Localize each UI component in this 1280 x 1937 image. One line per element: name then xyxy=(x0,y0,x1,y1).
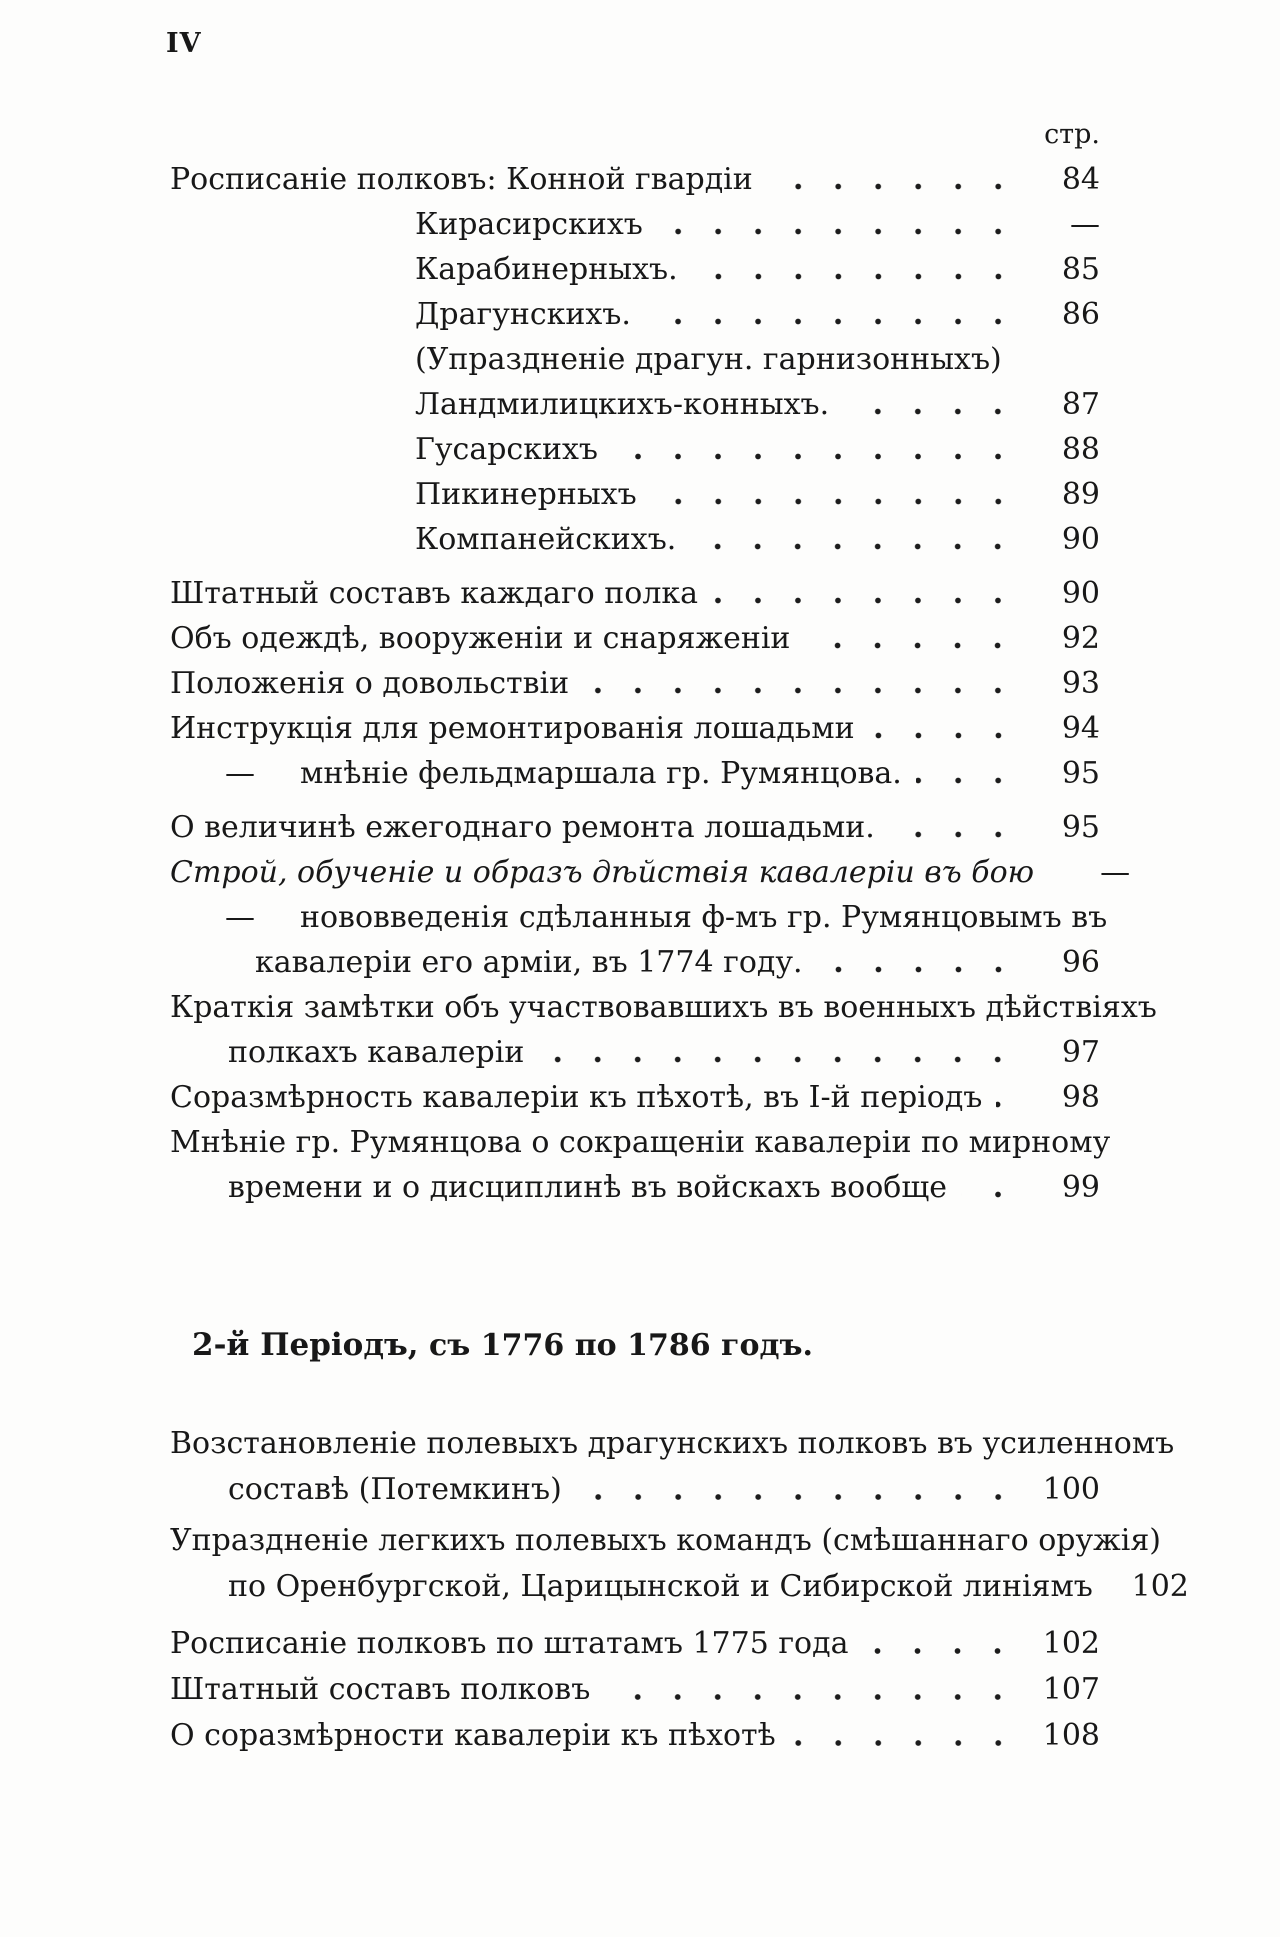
toc-entry-label: (Упраздненіе драгун. гарнизонныхъ) xyxy=(415,342,1002,377)
toc-row xyxy=(170,1421,1175,1467)
toc-entry-label: Положенія о довольствіи xyxy=(170,666,570,701)
toc-entry-label: Штатный составъ каждаго полка xyxy=(170,576,699,611)
page-number: 86 xyxy=(1061,297,1100,332)
toc-entry-label: Объ одеждѣ, вооруженіи и снаряженіи xyxy=(170,621,791,656)
toc-row xyxy=(170,1467,1100,1513)
toc-section-2 xyxy=(170,1421,1189,1759)
toc-entry-label: Инструкція для ремонтированія лошадьми xyxy=(170,711,855,746)
toc-entry-label: Пикинерныхъ xyxy=(415,477,637,512)
toc-row xyxy=(170,571,1100,616)
toc-entry-label: Компанейскихъ. xyxy=(415,522,677,557)
dot-leader xyxy=(869,706,1018,751)
dot-leader xyxy=(843,382,1018,427)
section-heading-title: 2-й Періодъ, xyxy=(192,1327,419,1363)
toc-entry-label: мнѣніе фельдмаршала гр. Румянцова. xyxy=(300,756,902,791)
toc-row xyxy=(170,382,1100,427)
dot-leader xyxy=(692,247,1018,292)
page-number: 94 xyxy=(1061,711,1100,746)
toc-row xyxy=(170,472,1100,517)
toc-entry-label: Соразмѣрность кавалеріи къ пѣхотѣ, въ І-й періодъ xyxy=(170,1080,983,1115)
page-number: 90 xyxy=(1061,576,1100,611)
dot-leader xyxy=(817,940,1018,985)
section-heading-range: съ 1776 по 1786 годъ. xyxy=(418,1328,813,1363)
toc-entry-label: Краткія замѣтки объ участвовавшихъ въ военныхъ дѣйствіяхъ xyxy=(170,990,1157,1025)
toc-entry-label: Гусарскихъ xyxy=(415,432,598,467)
toc-row xyxy=(170,202,1100,247)
toc-row xyxy=(170,1120,1111,1165)
section-heading xyxy=(192,1322,1100,1368)
dot-leader xyxy=(790,1713,1018,1759)
dot-leader xyxy=(576,1467,1018,1513)
dot-leader xyxy=(583,661,1018,706)
page-number: 95 xyxy=(1061,756,1100,791)
toc-row xyxy=(170,706,1100,751)
toc-row xyxy=(170,1713,1100,1759)
dot-leader xyxy=(657,202,1018,247)
dot-leader xyxy=(961,1165,1018,1210)
page-number: 99 xyxy=(1061,1170,1100,1205)
dot-leader xyxy=(996,1075,1018,1120)
toc-row xyxy=(170,985,1157,1030)
page-number: 89 xyxy=(1061,477,1100,512)
page-number: 96 xyxy=(1061,945,1100,980)
dot-leader xyxy=(651,472,1018,517)
page-number: 108 xyxy=(1042,1718,1100,1753)
page-number: 90 xyxy=(1061,522,1100,557)
toc-entry-label: Драгунскихъ. xyxy=(415,297,631,332)
toc-entry-label: Ландмилицкихъ-конныхъ. xyxy=(415,387,830,422)
toc-row xyxy=(170,247,1100,292)
toc-row xyxy=(170,1165,1100,1210)
page-number: 102 xyxy=(1131,1569,1189,1604)
page-number: 100 xyxy=(1042,1472,1100,1507)
toc-row xyxy=(170,751,1100,796)
toc-entry-label: Штатный составъ полковъ xyxy=(170,1672,591,1707)
toc-section-1 xyxy=(170,157,1157,1210)
dot-leader xyxy=(767,157,1018,202)
dash-marker: — xyxy=(225,900,255,935)
toc-row xyxy=(170,805,1100,850)
dot-leader xyxy=(916,751,1018,796)
toc-entry-label: Кирасирскихъ xyxy=(415,207,643,242)
page-number: 98 xyxy=(1061,1080,1100,1115)
dash-marker: — xyxy=(225,756,255,791)
toc-entry-label: Мнѣніе гр. Румянцова о сокращеніи кавалеріи по мирному xyxy=(170,1125,1111,1160)
toc-entry-label: кавалеріи его арміи, въ 1774 году. xyxy=(255,945,803,980)
page-number: 92 xyxy=(1061,621,1100,656)
page-number: 93 xyxy=(1061,666,1100,701)
toc-entry-label: Росписаніе полковъ по штатамъ 1775 года xyxy=(170,1626,849,1661)
toc-entry-label: по Оренбургской, Царицынской и Сибирской линіямъ xyxy=(228,1569,1093,1604)
table-of-contents xyxy=(170,0,1189,1759)
toc-entry-label: Возстановленіе полевыхъ драгунскихъ полковъ въ усиленномъ xyxy=(170,1426,1175,1461)
toc-row xyxy=(170,1621,1100,1667)
toc-entry-label: Карабинерныхъ. xyxy=(415,252,678,287)
page-number: 84 xyxy=(1061,162,1100,197)
page-number: 102 xyxy=(1042,1626,1100,1661)
dot-leader xyxy=(538,1030,1018,1075)
toc-entry-label: Упраздненіе легкихъ полевыхъ командъ (смѣшаннаго оружія) xyxy=(170,1523,1161,1558)
toc-row xyxy=(170,895,1108,940)
dot-leader xyxy=(889,805,1018,850)
toc-row xyxy=(170,940,1100,985)
page-number: 107 xyxy=(1042,1672,1100,1707)
toc-row xyxy=(170,292,1100,337)
toc-row xyxy=(170,427,1100,472)
toc-row xyxy=(170,661,1100,706)
page-number: 87 xyxy=(1061,387,1100,422)
page-number: 97 xyxy=(1061,1035,1100,1070)
page-column-header: стр. xyxy=(1044,119,1100,150)
toc-entry-label: Росписаніе полковъ: Конной гвардіи xyxy=(170,162,753,197)
toc-row xyxy=(170,517,1100,562)
toc-entry-label: времени и о дисциплинѣ въ войскахъ вообще xyxy=(228,1170,947,1205)
toc-row xyxy=(170,1030,1100,1075)
toc-row xyxy=(170,1518,1161,1564)
dot-leader xyxy=(604,1667,1018,1713)
folio-number: IV xyxy=(166,28,202,59)
toc-row xyxy=(170,337,1100,382)
toc-row xyxy=(170,1667,1100,1713)
page-number: — xyxy=(1100,855,1131,890)
page-number: 88 xyxy=(1061,432,1100,467)
dot-leader xyxy=(712,571,1018,616)
toc-entry-label: О величинѣ ежегоднаго ремонта лошадьми. xyxy=(170,810,875,845)
toc-row xyxy=(170,1564,1189,1610)
toc-entry-label: О соразмѣрности кавалеріи къ пѣхотѣ xyxy=(170,1718,776,1753)
dot-leader xyxy=(804,616,1018,661)
dot-leader xyxy=(612,427,1018,472)
dot-leader xyxy=(645,292,1018,337)
toc-entry-label: нововведенія сдѣланныя ф-мъ гр. Румянцовымъ въ xyxy=(300,900,1108,935)
toc-row xyxy=(170,157,1100,202)
toc-entry-label: составѣ (Потемкинъ) xyxy=(228,1472,562,1507)
toc-entry-label: полкахъ кавалеріи xyxy=(228,1035,525,1070)
dot-leader xyxy=(690,517,1018,562)
toc-row xyxy=(170,850,1131,895)
toc-row xyxy=(170,1075,1100,1120)
toc-entry-label: Строй, обученіе и образъ дѣйствія кавалеріи въ бою xyxy=(170,855,1035,890)
toc-row xyxy=(170,616,1100,661)
dot-leader xyxy=(862,1621,1018,1667)
page-number: 85 xyxy=(1061,252,1100,287)
page-number: — xyxy=(1070,207,1100,242)
page-number: 95 xyxy=(1061,810,1100,845)
